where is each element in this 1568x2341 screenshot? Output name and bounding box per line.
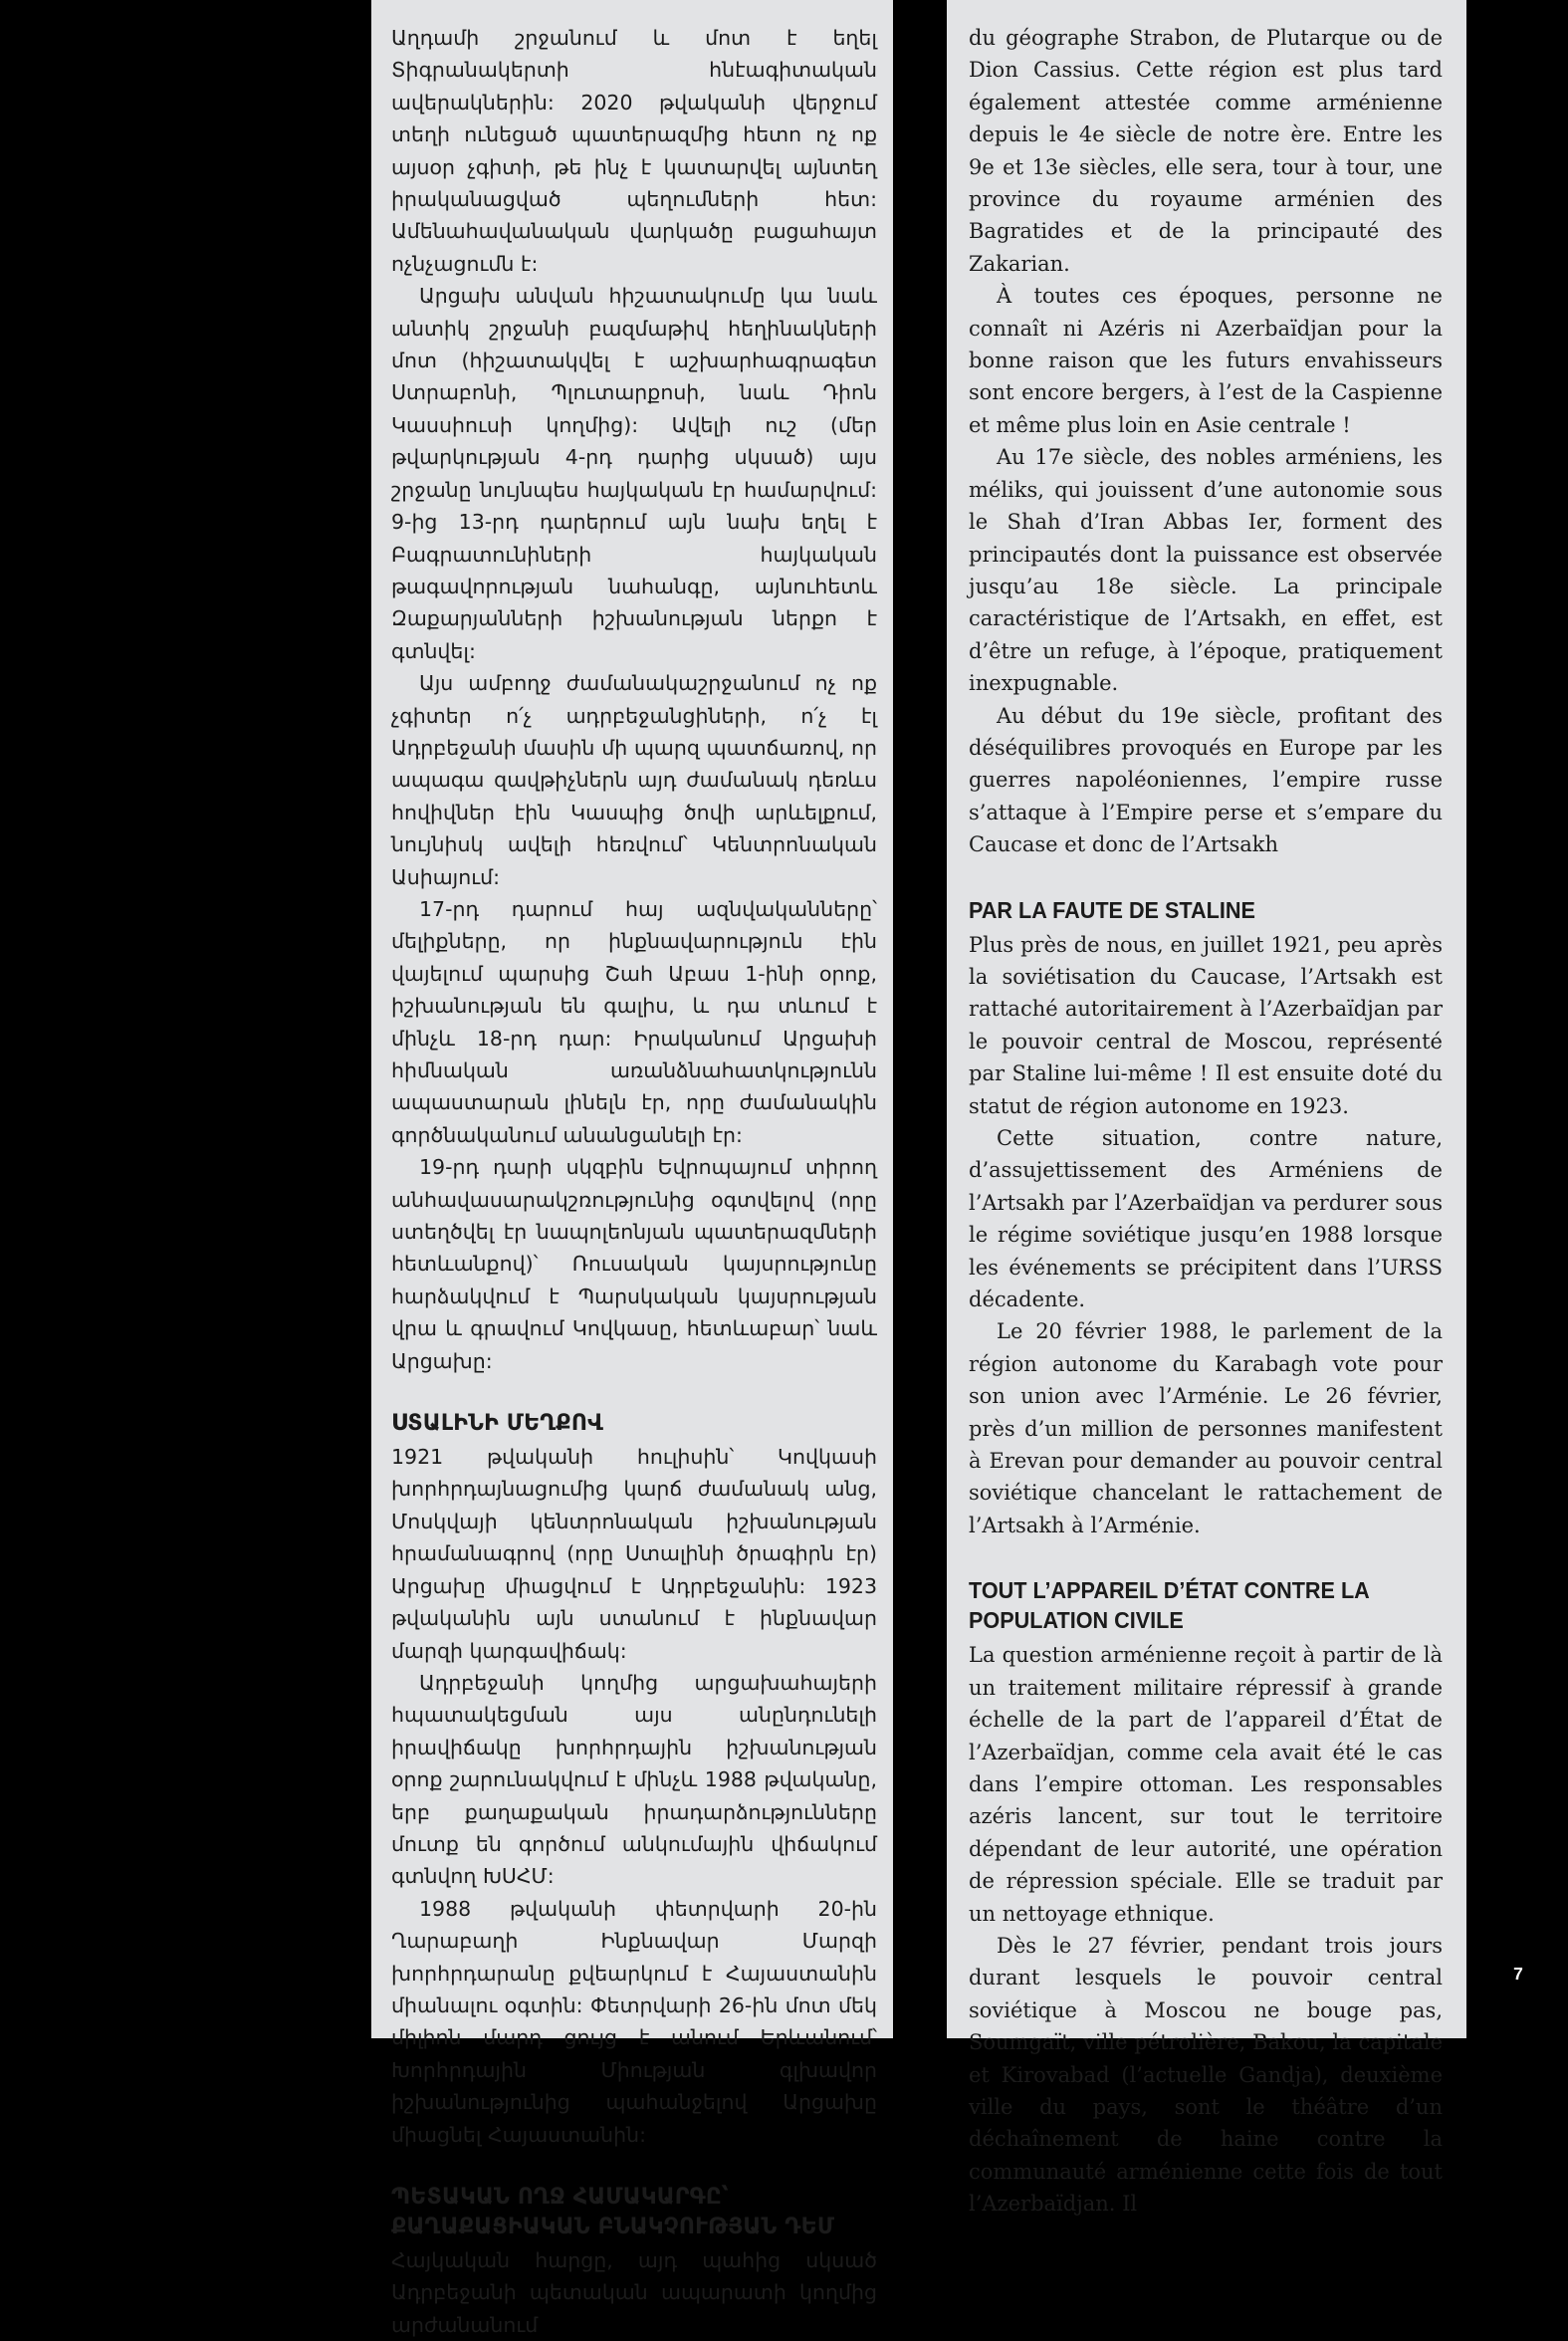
body-paragraph: 17-րդ դարում հայ ազնվականները՝ մելիքները, որ ինքնավարություն էին վայելում պարսից Շահ Աբաս 1-ինի օրոք, իշխանության են գալիս, և դա տևում է մինչև 18-րդ դար: Իրականում Արցախի հիմնական առանձնահատկությունն ապաստարան լինելն էր, որը ժամանակին գործնականում անանցանելի էր:: [391, 896, 877, 1147]
body-paragraph: Au début du 19e siècle, profitant des déséquilibres provoqués en Europe par les guerres napoléoniennes, l’empire russe s’attaque à l’Empire perse et s’empare du Caucase et donc de l’Artsakh: [969, 703, 1443, 857]
body-paragraph: Plus près de nous, en juillet 1921, peu après la soviétisation du Caucase, l’Artsakh est rattaché autoritairement à l’Azerbaïdjan par le pouvoir central de Moscou, représenté par Staline lui-même ! Il est ensuite doté du statut de région autonome en 1923.: [969, 932, 1443, 1118]
body-paragraph: Cette situation, contre nature, d’assujettissement des Arméniens de l’Artsakh par l’Azerbaïdjan va perdurer sous le régime soviétique jusqu’en 1988 lorsque les événements se précipitent dans l’URSS décadente.: [969, 1126, 1443, 1312]
body-paragraph: Արցախ անվան հիշատակումը կա նաև անտիկ շրջանի բազմաթիվ հեղինակների մոտ (հիշատակվել է աշխարհագրագետ Ստրաբոնի, Պլուտարքոսի, նաև Դիոն Կասսիուսի կողմից): Ավելի ուշ (մեր թվարկության 4-րդ դարից սկսած) այս շրջանը նույնպես հայկական էր համարվում: 9-ից 13-րդ դարերում այն նախ եղել է Բագրատունիների հայկական թագավորության նահանգը, այնուհետև Զաքարյանների իշխանության ներքո է գտնվել:: [391, 284, 877, 663]
armenian-column: [391, 22, 877, 2341]
body-paragraph: Հայկական հարցը, այդ պահից սկսած Ադրբեջանի պետական ապարատի կողմից արժանանում: [391, 2248, 877, 2337]
section-heading: TOUT L’APPAREIL D’ÉTAT CONTRE LA POPULATION CIVILE: [969, 1577, 1369, 1634]
right-margin-bar: [1466, 0, 1568, 2038]
left-margin-bar: [0, 0, 371, 2038]
left-text-panel: [371, 0, 893, 2337]
section-heading: ՍՏԱԼԻՆԻ ՄԵՂՔՈՎ: [391, 1411, 604, 1437]
section-heading: ՊԵՏԱԿԱՆ ՈՂՋ ՀԱՄԱԿԱՐԳԸ՝ ՔԱՂԱՔԱՑԻԱԿԱՆ ԲՆԱԿՉՈՒԹՅԱՆ ԴԵՄ: [391, 2185, 835, 2239]
body-paragraph: Աղդամի շրջանում և մոտ է եղել Տիգրանակերտի հնէագիտական ավերակներին: 2020 թվականի վերջում տեղի ունեցած պատերազմից հետո ոչ ոք այսօր չգիտի, թե ինչ է կատարվել այնտեղ իրականացված պեղումների հետ: Ամենահավանական վարկածը բացահայտ ոչնչացումն է:: [391, 26, 877, 276]
french-column: [969, 22, 1443, 2221]
body-paragraph: À toutes ces époques, personne ne connaît ni Azéris ni Azerbaïdjan pour la bonne raison que les futurs envahisseurs sont encore bergers, à l’est de la Caspienne et même plus loin en Asie centrale !: [969, 284, 1443, 437]
body-paragraph: Le 20 février 1988, le parlement de la région autonome du Karabagh vote pour son union avec l’Arménie. Le 26 février, près d’un million de personnes manifestent à Erevan pour demander au pouvoir central soviétique chancelant le rattachement de l’Artsakh à l’Arménie.: [969, 1319, 1443, 1537]
body-paragraph: La question arménienne reçoit à partir de là un traitement militaire répressif à grande échelle de la part de l’appareil d’État de l’Azerbaïdjan, comme cela avait été le cas dans l’empire ottoman. Les responsables azéris lancent, sur tout le territoire dépendant de leur autorité, une opération de répression spéciale. Elle se traduit par un nettoyage ethnique.: [969, 1643, 1443, 1926]
body-paragraph: Ադրբեջանի կողմից արցախահայերի հպատակեցման այս անընդունելի իրավիճակը խորհրդային իշխանության օրոք շարունակվում է մինչև 1988 թվականը, երբ քաղաքական իրադարձությունները մուտք են գործում անկումային վիճակում գտնվող ԽՍՀՄ:: [391, 1670, 877, 1889]
body-paragraph: 1921 թվականի հուլիսին՝ Կովկասի խորհրդայնացումից կարճ ժամանակ անց, Մոսկվայի կենտրոնական իշխանության հրամանագրով (որը Ստալինի ծրագիրն էր) Արցախը միացվում է Ադրբեջանին: 1923 թվականին այն ստանում է ինքնավար մարզի կարգավիճակ:: [391, 1445, 877, 1663]
body-paragraph: 1988 թվականի փետրվարի 20-ին Ղարաբաղի Ինքնավար Մարզի խորհրդարանը քվեարկում է Հայաստանին միանալու օգտին: Փետրվարի 26-ին մոտ մեկ միլիոն մարդ ցույց է անում Երևանում՝ Խորհրդային Միության գլխավոր իշխանությունից պահանջելով Արցախը միացնել Հայաստանին:: [391, 1896, 877, 2147]
section-heading: PAR LA FAUTE DE STALINE: [969, 896, 1255, 923]
right-text-panel: [947, 0, 1466, 2217]
body-paragraph: Այս ամբողջ ժամանակաշրջանում ոչ ոք չգիտեր ո՛չ ադրբեջանցիների, ո՛չ էլ Ադրբեջանի մասին մի պարզ պատճառով, որ ապագա զավթիչներն այդ ժամանակ դեռևս հովիվներ էին Կասպից ծովի արևելքում, նույնիսկ ավելի հեռվում՝ Կենտրոնական Ասիայում:: [391, 671, 877, 889]
body-paragraph: 19-րդ դարի սկզբին Եվրոպայում տիրող անհավասարակշռությունից օգտվելով (որը ստեղծվել էր նապոլեոնյան պատերազմների հետևանքով)՝ Ռուսական կայսրությունը հարձակվում է Պարսկական կայսրության վրա և գրավում Կովկասը, հետևաբար՝ նաև Արցախը:: [391, 1155, 877, 1373]
body-paragraph: Dès le 27 février, pendant trois jours durant lesquels le pouvoir central soviétique à Moscou ne bouge pas, Soumgaït, ville pétrolière, Bakou, la capitale et Kirovabad (l’actuelle Gandja), deuxième ville du pays, sont le théâtre d’un déchaînement de haine contre la communauté arménienne cette fois de tout l’Azerbaïdjan. Il: [969, 1933, 1443, 2217]
page-number: 7: [1513, 1964, 1523, 1984]
body-paragraph: Au 17e siècle, des nobles arméniens, les méliks, qui jouissent d’une autonomie sous le Shah d’Iran Abbas Ier, forment des principautés dont la puissance est observée jusqu’au 18e siècle. La principale caractéristique de l’Artsakh, en effet, est d’être un refuge, à l’époque, pratiquement inexpugnable.: [969, 445, 1443, 696]
body-paragraph: du géographe Strabon, de Plutarque ou de Dion Cassius. Cette région est plus tard également attestée comme arménienne depuis le 4e siècle de notre ère. Entre les 9e et 13e siècles, elle sera, tour à tour, une province du royaume arménien des Bagratides et de la principauté des Zakarian.: [969, 26, 1443, 276]
